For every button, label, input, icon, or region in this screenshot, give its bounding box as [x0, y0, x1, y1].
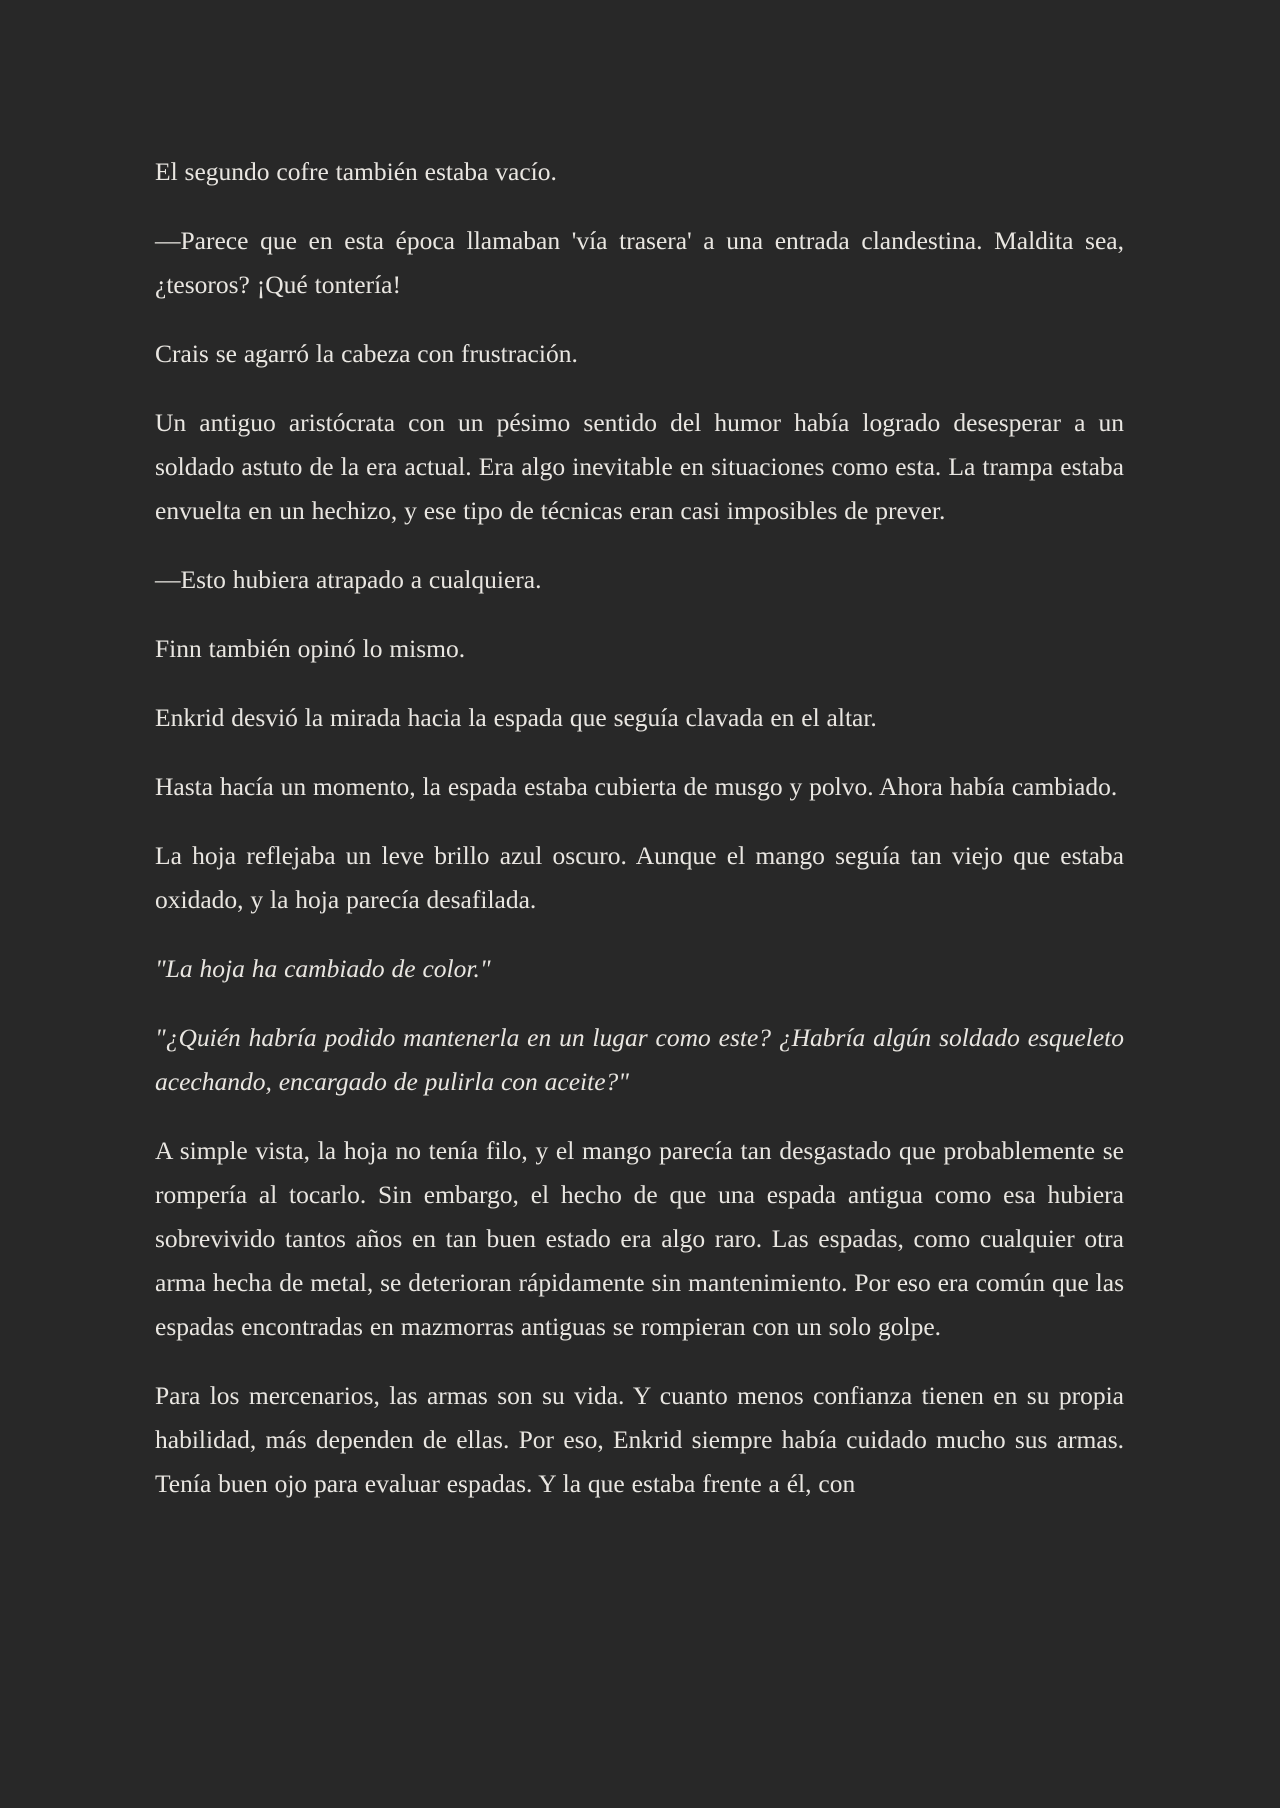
- paragraph: Un antiguo aristócrata con un pésimo sentido del humor había logrado desesperar a un soldado astuto de la era actual. Era algo inevitable en situaciones como esta. La trampa estaba envuelta en un hechizo, y ese tipo de técnicas eran casi imposibles de prever.: [155, 408, 1124, 525]
- paragraph: Finn también opinó lo mismo.: [155, 634, 466, 663]
- paragraph: La hoja reflejaba un leve brillo azul oscuro. Aunque el mango seguía tan viejo que estaba oxidado, y la hoja parecía desafilada.: [155, 841, 1124, 914]
- paragraph: Para los mercenarios, las armas son su vida. Y cuanto menos confianza tienen en su propia habilidad, más dependen de ellas. Por eso, Enkrid siempre había cuidado mucho sus armas. Tenía buen ojo para evaluar espadas. Y la que estaba frente a él, con: [155, 1381, 1124, 1498]
- paragraph: Crais se agarró la cabeza con frustración.: [155, 339, 578, 368]
- paragraph: Hasta hacía un momento, la espada estaba cubierta de musgo y polvo. Ahora había cambiado.: [155, 772, 1118, 801]
- paragraph: Enkrid desvió la mirada hacia la espada que seguía clavada en el altar.: [155, 703, 877, 732]
- paragraph: A simple vista, la hoja no tenía filo, y el mango parecía tan desgastado que probablemente se rompería al tocarlo. Sin embargo, el hecho de que una espada antigua como esa hubiera sobrevivido tantos años en tan buen estado era algo raro. Las espadas, como cualquier otra arma hecha de metal, se deterioran rápidamente sin mantenimiento. Por eso era común que las espadas encontradas en mazmorras antiguas se rompieran con un solo golpe.: [155, 1136, 1124, 1341]
- paragraph-italic: "La hoja ha cambiado de color.": [155, 954, 491, 983]
- paragraph: El segundo cofre también estaba vacío.: [155, 157, 557, 186]
- paragraph: —Esto hubiera atrapado a cualquiera.: [155, 565, 542, 594]
- paragraph-italic: "¿Quién habría podido mantenerla en un lugar como este? ¿Habría algún soldado esqueleto acechando, encargado de pulirla con aceite?": [155, 1023, 1124, 1096]
- paragraph: —Parece que en esta época llamaban 'vía trasera' a una entrada clandestina. Maldita sea, ¿tesoros? ¡Qué tontería!: [155, 226, 1124, 299]
